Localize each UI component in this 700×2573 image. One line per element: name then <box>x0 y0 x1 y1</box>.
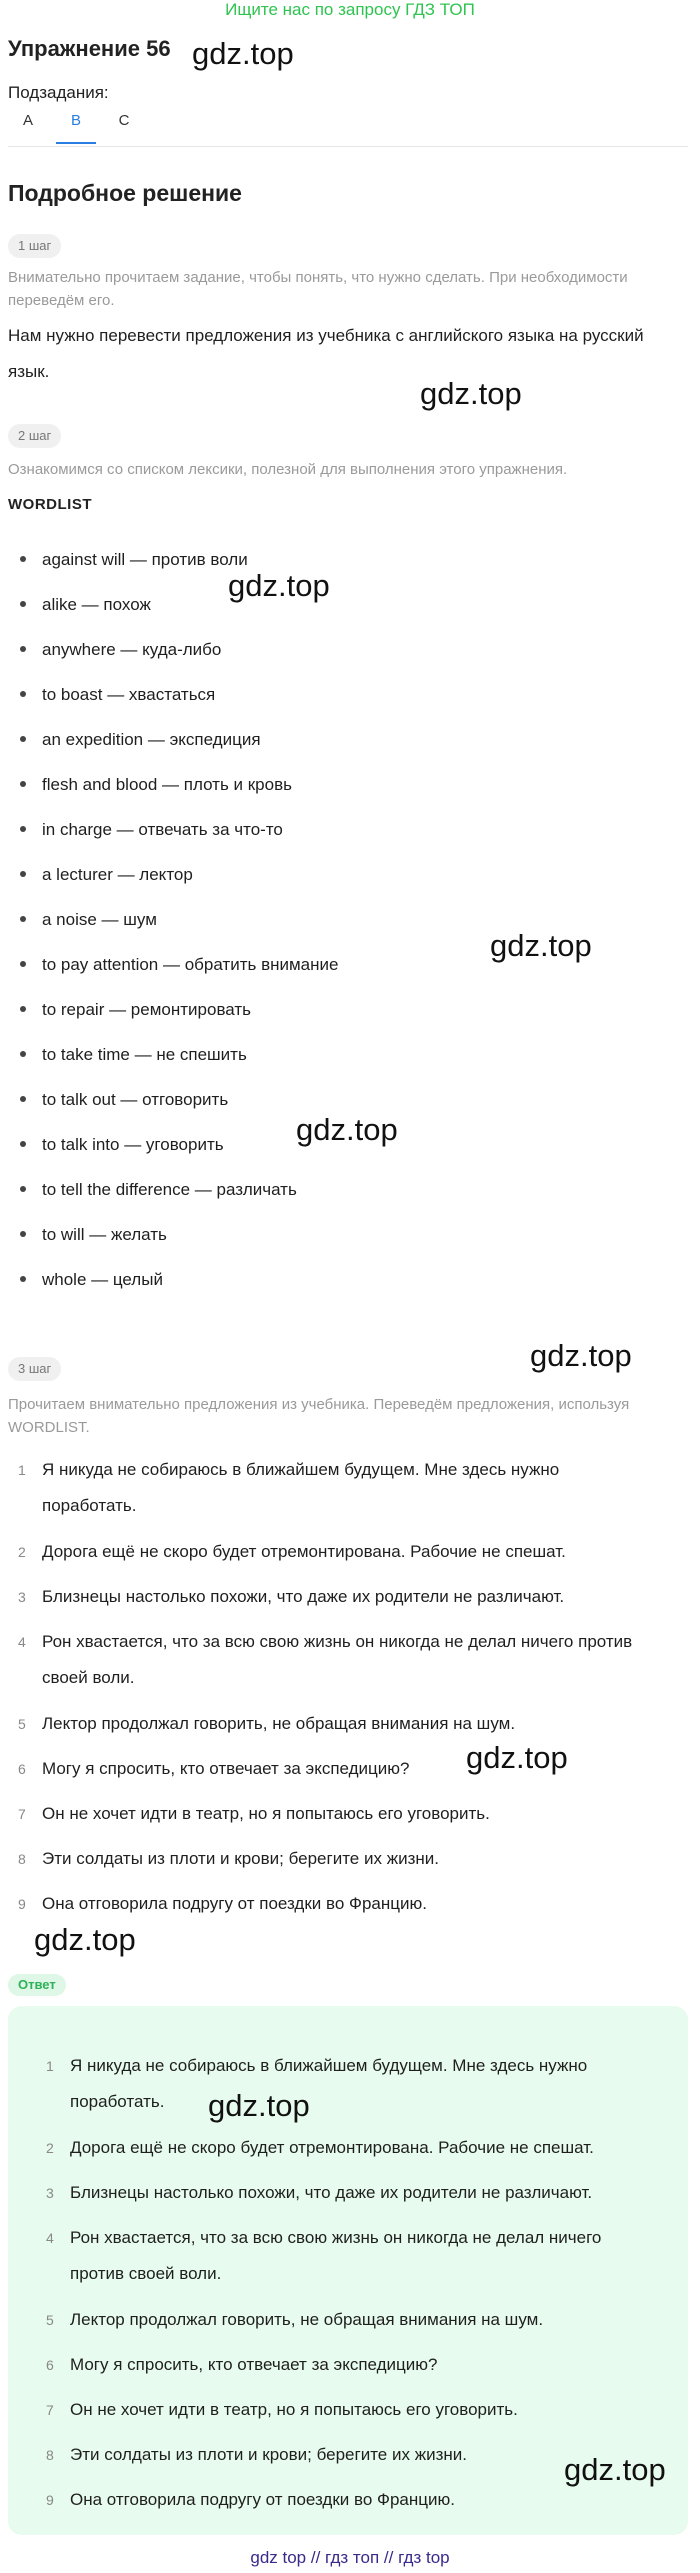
list-item: in charge — отвечать за что-то <box>20 818 283 842</box>
step-hint: Внимательно прочитаем задание, чтобы понять, что нужно сделать. При необходимости переведём его. <box>8 269 628 309</box>
list-item: whole — целый <box>20 1268 163 1292</box>
watermark: gdz.top <box>296 1112 398 1147</box>
watermark: gdz.top <box>490 928 592 963</box>
footer-link[interactable]: гдз топ <box>325 2548 380 2567</box>
list-item: 9 Она отговорила подругу от поездки во Францию. <box>46 2490 455 2509</box>
list-item: 5 Лектор продолжал говорить, не обращая внимания на шум. <box>46 2310 544 2329</box>
list-item: 1 Я никуда не собираюсь в ближайшем будущем. Мне здесь нужно поработать. <box>18 1460 560 1515</box>
footer-separator: // <box>310 2548 321 2567</box>
list-item: to repair — ремонтировать <box>20 998 251 1022</box>
footer-links <box>0 2548 700 2568</box>
list-item: 5 Лектор продолжал говорить, не обращая внимания на шум. <box>18 1714 516 1733</box>
footer-separator: // <box>383 2548 394 2567</box>
watermark: gdz.top <box>420 376 522 411</box>
list-item: anywhere — куда-либо <box>20 638 221 662</box>
tab-b[interactable]: B <box>70 112 81 129</box>
list-item: to boast — хвастаться <box>20 683 215 707</box>
tab-c[interactable]: C <box>118 112 130 129</box>
wordlist-title: WORDLIST <box>8 496 92 513</box>
tab-a[interactable]: A <box>22 112 33 129</box>
watermark: gdz.top <box>228 568 330 603</box>
list-item: a noise — шум <box>20 908 157 932</box>
list-item: 6 Могу я спросить, кто отвечает за экспедицию? <box>18 1759 410 1778</box>
list-item: 8 Эти солдаты из плоти и крови; берегите их жизни. <box>46 2445 467 2464</box>
exercise-title: Упражнение 56 <box>8 36 171 61</box>
list-item: 9 Она отговорила подругу от поездки во Францию. <box>18 1894 427 1913</box>
list-item: 7 Он не хочет идти в театр, но я попытаюсь его уговорить. <box>46 2400 518 2419</box>
watermark: gdz.top <box>530 1338 632 1373</box>
list-item: 3 Близнецы настолько похожи, что даже их родители не различают. <box>46 2183 593 2202</box>
list-item: to pay attention — обратить внимание <box>20 953 338 977</box>
list-item: against will — против воли <box>20 548 248 572</box>
solution-title: Подробное решение <box>8 180 242 206</box>
list-item: to talk out — отговорить <box>20 1088 228 1112</box>
step-badge: 1 шаг <box>8 234 61 258</box>
list-item: to talk into — уговорить <box>20 1133 224 1157</box>
list-item: to take time — не спешить <box>20 1043 247 1067</box>
step-hint: Прочитаем внимательно предложения из учебника. Переведём предложения, используя WORDLIST. <box>8 1396 630 1436</box>
watermark: gdz.top <box>466 1740 568 1775</box>
list-item: 1 Я никуда не собираюсь в ближайшем будущем. Мне здесь нужно поработать. <box>46 2056 588 2111</box>
subtasks-label: Подзадания: <box>8 83 109 102</box>
step-badge: 2 шаг <box>8 424 61 448</box>
list-item: 4 Рон хвастается, что за всю свою жизнь он никогда не делал ничего против своей воли. <box>18 1632 633 1687</box>
list-item: to will — желать <box>20 1223 167 1247</box>
list-item: 2 Дорога ещё не скоро будет отремонтирована. Рабочие не спешат. <box>18 1542 566 1561</box>
divider <box>8 146 688 147</box>
list-item: to tell the difference — различать <box>20 1178 297 1202</box>
watermark: gdz.top <box>34 1922 136 1957</box>
answer-badge: Ответ <box>8 1974 66 1996</box>
active-tab-indicator <box>56 142 96 144</box>
list-item: 4 Рон хвастается, что за всю свою жизнь он никогда не делал ничего против своей воли. <box>46 2228 602 2283</box>
list-item: 8 Эти солдаты из плоти и крови; берегите их жизни. <box>18 1849 439 1868</box>
list-item: 6 Могу я спросить, кто отвечает за экспедицию? <box>46 2355 438 2374</box>
list-item: a lecturer — лектор <box>20 863 193 887</box>
step-hint: Ознакомимся со списком лексики, полезной для выполнения этого упражнения. <box>8 461 568 478</box>
list-item: alike — похож <box>20 593 151 617</box>
list-item: an expedition — экспедиция <box>20 728 261 752</box>
step-text: Нам нужно перевести предложения из учебника с английского языка на русский язык. <box>8 326 644 381</box>
watermark: gdz.top <box>192 36 294 71</box>
promo-banner: Ищите нас по запросу ГДЗ ТОП <box>225 0 475 19</box>
watermark: gdz.top <box>564 2452 666 2487</box>
list-item: flesh and blood — плоть и кровь <box>20 773 292 797</box>
footer-link[interactable]: gdz top <box>250 2548 307 2567</box>
list-item: 7 Он не хочет идти в театр, но я попытаюсь его уговорить. <box>18 1804 490 1823</box>
list-item: 3 Близнецы настолько похожи, что даже их родители не различают. <box>18 1587 565 1606</box>
step-badge: 3 шаг <box>8 1357 61 1381</box>
watermark: gdz.top <box>208 2088 310 2123</box>
footer-link[interactable]: гдз top <box>398 2548 450 2567</box>
list-item: 2 Дорога ещё не скоро будет отремонтирована. Рабочие не спешат. <box>46 2138 594 2157</box>
